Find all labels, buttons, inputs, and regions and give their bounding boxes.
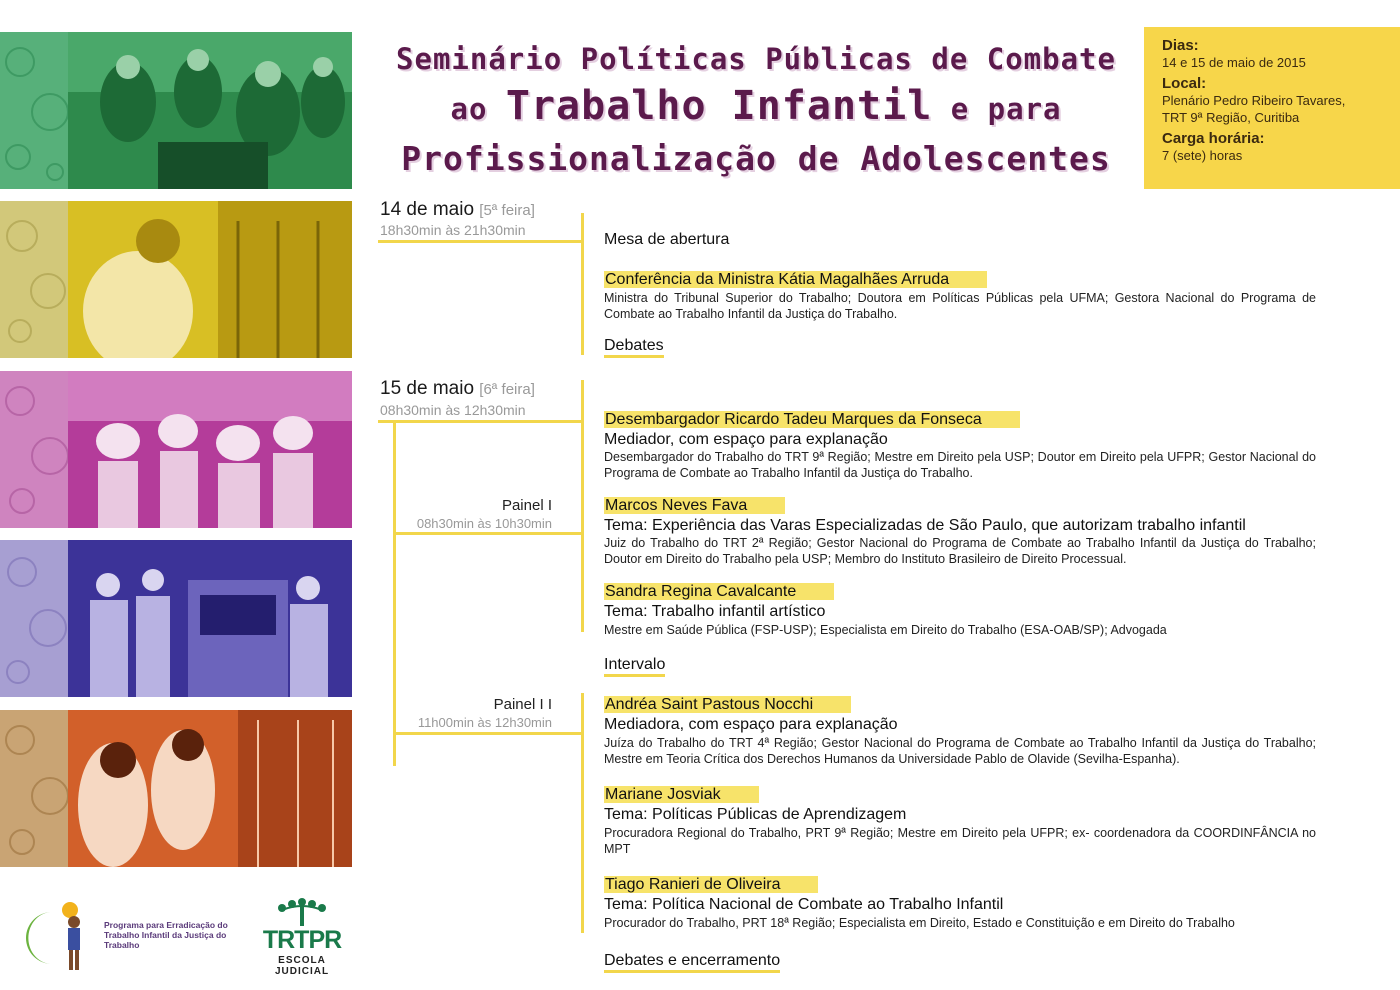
photo-hairnets-magenta bbox=[68, 371, 352, 528]
photo-strip-magenta bbox=[0, 371, 352, 528]
day2-fonseca-highlight: Desembargador Ricardo Tadeu Marques da Fonseca bbox=[604, 411, 1020, 428]
day2-nocchi-title bbox=[604, 696, 851, 714]
day2-josviak-highlight: Mariane Josviak bbox=[604, 786, 759, 803]
title-line-2 bbox=[376, 80, 1136, 135]
day2-nocchi-sub: Mediadora, com espaço para explanação bbox=[604, 716, 898, 733]
photo-strip-yellow bbox=[0, 201, 352, 358]
day1-conferencia-desc: Ministra do Tribunal Superior do Trabalho; Doutora em Políticas Públicas pela UFMA; Gestora Nacional do Programa de Combate ao Trabalho Infantil da Justiça do Trabalho. bbox=[604, 291, 1316, 321]
painel1-connector bbox=[393, 532, 583, 535]
day1-time: 18h30min às 21h30min bbox=[380, 222, 526, 238]
gear-pattern bbox=[0, 540, 68, 697]
carga-value: 7 (sete) horas bbox=[1162, 148, 1243, 163]
day2-josviak-sub: Tema: Políticas Públicas de Aprendizagem bbox=[604, 806, 907, 823]
programa-logo bbox=[22, 900, 252, 976]
day2-nocchi-desc: Juíza do Trabalho do TRT 4ª Região; Gestor Nacional do Programa de Combate ao Trabalho Infantil da Justiça do Trabalho; Mestre em Teoria Crítica dos Derechos Humanos da Universidade Pablo de Olavide (Sevilha-Espanha). bbox=[604, 736, 1316, 766]
gear-pattern bbox=[0, 710, 68, 867]
day2-weekday: [6ª feira] bbox=[479, 381, 535, 398]
photo-workshop-yellow bbox=[68, 201, 352, 358]
day1-date bbox=[380, 199, 535, 221]
day2-fava-title bbox=[604, 497, 785, 515]
day2-date bbox=[380, 378, 535, 400]
day2-fava-sub: Tema: Experiência das Varas Especializadas de São Paulo, que autorizam trabalho infantil bbox=[604, 517, 1246, 534]
page-title bbox=[376, 38, 1136, 183]
day2-oliveira-highlight: Tiago Ranieri de Oliveira bbox=[604, 876, 818, 893]
painel2-timeline bbox=[581, 693, 584, 933]
gear-pattern bbox=[0, 32, 68, 189]
day2-cavalcante-desc: Mestre em Saúde Pública (FSP-USP); Especialista em Direito do Trabalho (ESA-OAB/SP); Advogada bbox=[604, 623, 1167, 637]
day2-fonseca-title bbox=[604, 411, 1020, 429]
day2-debates-encerramento bbox=[604, 952, 780, 970]
carga-label: Carga horária: bbox=[1162, 130, 1265, 147]
day2-oliveira-title bbox=[604, 876, 818, 894]
day1-mesa-abertura: Mesa de abertura bbox=[604, 231, 730, 248]
day2-oliveira-desc: Procurador do Trabalho, PRT 18ª Região; Especialista em Direito, Estado e Constituição e em Direito do Trabalho bbox=[604, 916, 1235, 930]
day2-oliveira-sub: Tema: Política Nacional de Combate ao Trabalho Infantil bbox=[604, 896, 1004, 913]
photo-strip-blue bbox=[0, 540, 352, 697]
day2-fava-highlight: Marcos Neves Fava bbox=[604, 497, 785, 514]
title-line-2-big: Trabalho Infantil bbox=[505, 83, 933, 129]
photo-strip-orange bbox=[0, 710, 352, 867]
painel2-label: Painel I I bbox=[493, 696, 552, 713]
photo-electrical-orange bbox=[68, 710, 352, 867]
day1-connector bbox=[378, 240, 583, 243]
day1-conferencia-highlight: Conferência da Ministra Kátia Magalhães Arruda bbox=[604, 271, 987, 288]
photo-students-green bbox=[68, 32, 352, 189]
day2-fonseca-desc: Desembargador do Trabalho do TRT 9ª Região; Mestre em Direito pela USP; Doutor em Direito pela UFPR; Gestor Nacional do Programa de Combate ao Trabalho Infantil da Justiça do Trabalho. bbox=[604, 450, 1316, 480]
day2-timeline bbox=[581, 380, 584, 632]
gear-pattern bbox=[0, 201, 68, 358]
trtpr-wordmark bbox=[250, 926, 354, 955]
gear-pattern bbox=[0, 371, 68, 528]
day2-cavalcante-sub: Tema: Trabalho infantil artístico bbox=[604, 603, 826, 620]
title-line-3: Profissionalização de Adolescentes bbox=[401, 139, 1111, 178]
day2-fava-desc: Juiz do Trabalho do TRT 2ª Região; Gestor Nacional do Programa de Combate ao Trabalho Infantil da Justiça do Trabalho; Doutor em Direito do Trabalho pela USP; Membro do Instituto Brasileiro de Direito Processual. bbox=[604, 536, 1316, 566]
day2-intervalo-label: Intervalo bbox=[604, 656, 665, 677]
day2-nocchi-highlight: Andréa Saint Pastous Nocchi bbox=[604, 696, 851, 713]
programa-logo-text: Programa para Erradicação do Trabalho Infantil da Justiça do Trabalho bbox=[104, 920, 228, 950]
day1-debates-label: Debates bbox=[604, 337, 664, 358]
title-line-1: Seminário Políticas Públicas de Combate bbox=[396, 42, 1116, 76]
trt-text: TRT bbox=[262, 926, 309, 954]
local-label: Local: bbox=[1162, 75, 1207, 92]
day1-weekday: [5ª feira] bbox=[479, 202, 535, 219]
day1-date-text: 14 de maio bbox=[380, 199, 475, 220]
painel2-connector bbox=[393, 732, 583, 735]
escola-judicial: ESCOLA JUDICIAL bbox=[274, 955, 330, 977]
day2-josviak-title bbox=[604, 786, 759, 804]
painel1-time: 08h30min às 10h30min bbox=[416, 516, 552, 531]
photo-strip-green bbox=[0, 32, 352, 189]
day2-cavalcante-title bbox=[604, 583, 834, 601]
painel1-label: Painel I bbox=[501, 497, 552, 514]
trtpr-logo bbox=[250, 898, 354, 978]
info-box bbox=[1144, 27, 1400, 189]
day2-josviak-desc: Procuradora Regional do Trabalho, PRT 9ª Região; Mestre em Direito pela UFPR; ex- coordenadora da COORDINFÂNCIA no MPT bbox=[604, 826, 1316, 856]
day1-conferencia-title bbox=[604, 271, 987, 289]
day2-fonseca-sub: Mediador, com espaço para explanação bbox=[604, 431, 888, 448]
tree-icon bbox=[272, 898, 332, 926]
day2-cavalcante-highlight: Sandra Regina Cavalcante bbox=[604, 583, 834, 600]
dias-label: Dias: bbox=[1162, 37, 1199, 54]
local-value-line-2: TRT 9ª Região, Curitiba bbox=[1162, 110, 1300, 125]
child-crescent-icon bbox=[22, 900, 102, 976]
day2-date-text: 15 de maio bbox=[380, 378, 475, 399]
dias-value: 14 e 15 de maio de 2015 bbox=[1162, 55, 1306, 70]
local-value bbox=[1162, 92, 1386, 126]
painel2-time: 11h00min às 12h30min bbox=[417, 715, 552, 730]
day2-connector bbox=[378, 420, 583, 423]
photo-lab-blue bbox=[68, 540, 352, 697]
day1-timeline bbox=[581, 213, 584, 355]
day2-debates-encerramento-label: Debates e encerramento bbox=[604, 952, 780, 973]
day1-debates bbox=[604, 337, 664, 355]
pr-text: PR bbox=[308, 926, 342, 954]
local-value-line-1: Plenário Pedro Ribeiro Tavares, bbox=[1162, 93, 1346, 108]
title-line-2-pre: ao bbox=[450, 92, 488, 126]
day2-intervalo bbox=[604, 656, 665, 674]
day2-time: 08h30min às 12h30min bbox=[380, 402, 526, 418]
title-line-2-post: e para bbox=[950, 92, 1062, 126]
